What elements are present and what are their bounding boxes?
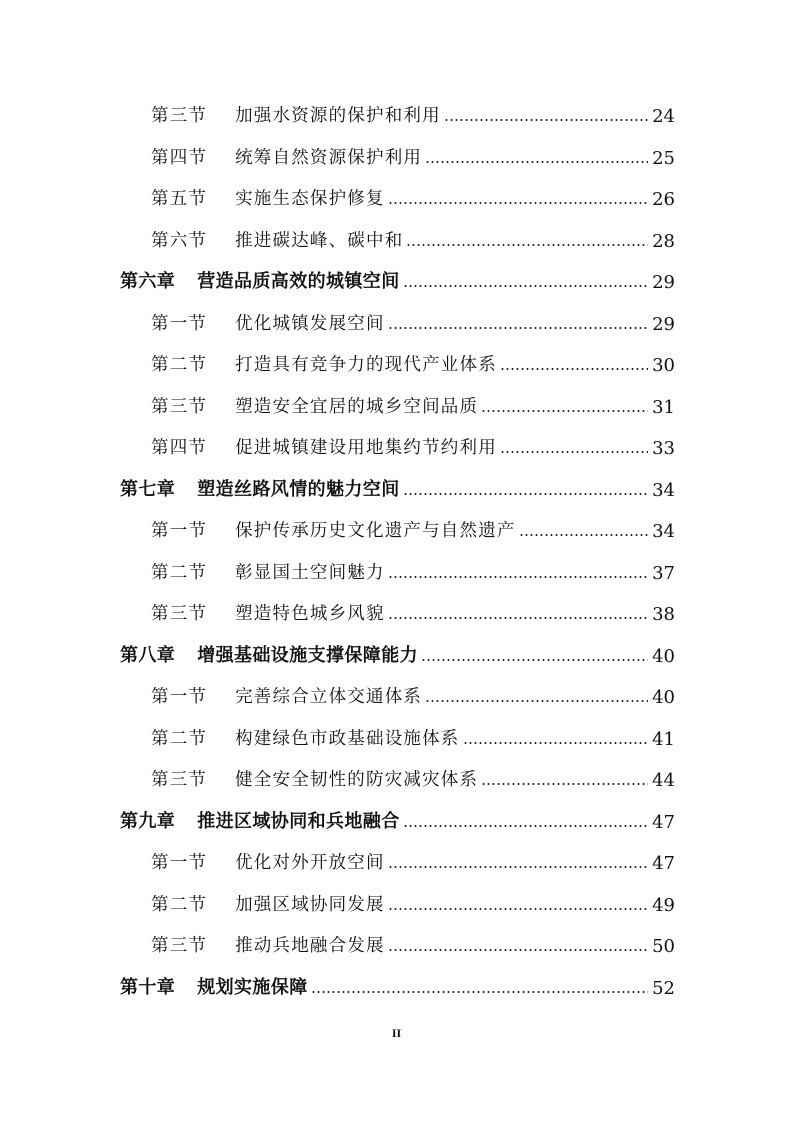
toc-entry-page: 25 [652, 147, 675, 169]
toc-entry-number: 第五节 [151, 189, 208, 209]
dot-leader [388, 949, 648, 951]
toc-entry-number: 第一节 [151, 521, 208, 541]
toc-entry-title: 推动兵地融合发展 [235, 936, 385, 956]
toc-entry-title: 统筹自然资源保护利用 [235, 147, 423, 168]
toc-entry-number: 第二节 [151, 355, 208, 375]
toc-entry[interactable] [151, 346, 675, 376]
toc-entry-page: 30 [652, 355, 675, 376]
toc-entry[interactable] [151, 512, 675, 542]
toc-entry[interactable] [120, 969, 675, 999]
toc-entry-title: 营造品质高效的城镇空间 [197, 271, 400, 292]
dot-leader [388, 327, 648, 329]
toc-entry[interactable] [151, 720, 675, 750]
toc-entry-number: 第三节 [151, 604, 208, 624]
toc-entry-title: 优化城镇发展空间 [235, 313, 385, 334]
toc-entry-title: 塑造特色城乡风貌 [235, 604, 385, 624]
toc-entry[interactable] [120, 803, 675, 833]
dot-leader [425, 161, 648, 163]
toc-entry-title: 加强区域协同发展 [235, 894, 385, 915]
toc-entry-number: 第二节 [151, 894, 208, 915]
toc-entry[interactable] [151, 886, 675, 916]
toc-entry-page: 38 [652, 604, 675, 625]
toc-entry-title: 加强水资源的保护和利用 [235, 106, 441, 126]
dot-leader [481, 783, 648, 785]
toc-entry-number: 第八章 [120, 644, 176, 666]
dot-leader [444, 119, 648, 121]
toc-entry-page: 28 [652, 230, 675, 252]
toc-entry[interactable] [151, 139, 675, 169]
dot-leader [500, 368, 648, 370]
toc-entry-number: 第一节 [151, 853, 208, 873]
toc-entry-page: 50 [652, 936, 675, 957]
toc-entry-title: 增强基础设施支撑保障能力 [197, 644, 419, 666]
toc-entry-number: 第十章 [120, 976, 176, 998]
toc-entry-number: 第三节 [151, 770, 208, 790]
toc-entry-number: 第三节 [151, 396, 208, 417]
toc-entry[interactable] [151, 927, 675, 957]
toc-entry-number: 第一节 [151, 687, 208, 707]
toc-entry-title: 塑造丝路风情的魅力空间 [197, 478, 400, 500]
toc-entry[interactable] [151, 554, 675, 584]
toc-entry-page: 40 [652, 687, 675, 708]
toc-entry-number: 第三节 [151, 936, 208, 956]
toc-entry-number: 第七章 [120, 478, 176, 500]
toc-entry[interactable] [151, 429, 675, 459]
dot-leader [388, 576, 648, 578]
toc-entry-number: 第九章 [120, 810, 176, 832]
toc-entry-page: 33 [652, 438, 675, 459]
dot-leader [481, 410, 648, 412]
toc-entry-number: 第二节 [151, 728, 208, 749]
toc-entry-title: 彰显国土空间魅力 [235, 562, 385, 583]
toc-entry[interactable] [151, 595, 675, 625]
toc-entry-number: 第四节 [151, 438, 208, 458]
dot-leader [403, 825, 648, 827]
toc-entry[interactable] [151, 180, 675, 210]
toc-entry-title: 完善综合立体交通体系 [235, 687, 423, 707]
dot-leader [403, 285, 648, 287]
toc-entry[interactable] [151, 844, 675, 874]
toc-entry[interactable] [120, 637, 675, 667]
toc-entry[interactable] [120, 263, 675, 293]
toc-entry-number: 第六章 [120, 271, 176, 292]
toc-entry[interactable] [151, 305, 675, 335]
toc-entry[interactable] [151, 222, 675, 252]
toc-entry-page: 31 [652, 396, 675, 418]
toc-entry-number: 第六节 [151, 230, 208, 251]
toc-entry-title: 规划实施保障 [197, 976, 308, 998]
dot-leader [388, 202, 648, 204]
page-number-footer: II [391, 1026, 402, 1040]
toc-entry-title: 打造具有竞争力的现代产业体系 [235, 355, 497, 375]
toc-entry-page: 29 [652, 313, 675, 335]
toc-entry-page: 44 [652, 770, 675, 791]
toc-entry-title: 促进城镇建设用地集约节约利用 [235, 438, 497, 458]
toc-entry-page: 47 [652, 811, 675, 833]
toc-entry-number: 第三节 [151, 106, 208, 126]
toc-entry-page: 49 [652, 894, 675, 916]
dot-leader [406, 244, 648, 246]
toc-entry-page: 40 [652, 645, 675, 667]
dot-leader [311, 991, 648, 993]
dot-leader [421, 659, 648, 661]
dot-leader [425, 700, 648, 702]
toc-entry-page: 24 [652, 106, 675, 127]
toc-entry-title: 实施生态保护修复 [235, 189, 385, 209]
toc-entry-title: 构建绿色市政基础设施体系 [235, 728, 460, 749]
toc-entry-number: 第四节 [151, 147, 208, 168]
toc-entry[interactable] [151, 761, 675, 791]
toc-entry-number: 第二节 [151, 562, 208, 583]
toc-entry-page: 34 [652, 479, 675, 501]
toc-entry-title: 推进区域协同和兵地融合 [197, 810, 400, 832]
toc-entry-page: 29 [652, 272, 675, 293]
toc-entry-page: 37 [652, 562, 675, 584]
toc-entry[interactable] [151, 678, 675, 708]
toc-entry-page: 26 [652, 189, 675, 210]
dot-leader [388, 866, 648, 868]
toc-entry[interactable] [120, 471, 675, 501]
toc-entry-page: 47 [652, 853, 675, 874]
toc-entry[interactable] [151, 388, 675, 418]
toc-entry-title: 推进碳达峰、碳中和 [235, 230, 404, 251]
dot-leader [388, 908, 648, 910]
toc-entry-page: 41 [652, 728, 675, 750]
toc-entry[interactable] [151, 97, 675, 127]
dot-leader [403, 493, 648, 495]
toc-entry-title: 优化对外开放空间 [235, 853, 385, 873]
toc-entry-number: 第一节 [151, 313, 208, 334]
toc-entry-page: 34 [652, 521, 675, 542]
dot-leader [463, 742, 649, 744]
toc-entry-title: 塑造安全宜居的城乡空间品质 [235, 396, 479, 417]
dot-leader [500, 451, 648, 453]
toc-entry-title: 健全安全韧性的防灾减灾体系 [235, 770, 479, 790]
dot-leader [388, 617, 648, 619]
toc-entry-title: 保护传承历史文化遗产与自然遗产 [235, 521, 516, 541]
toc-entry-page: 52 [652, 977, 675, 999]
dot-leader [519, 534, 648, 536]
